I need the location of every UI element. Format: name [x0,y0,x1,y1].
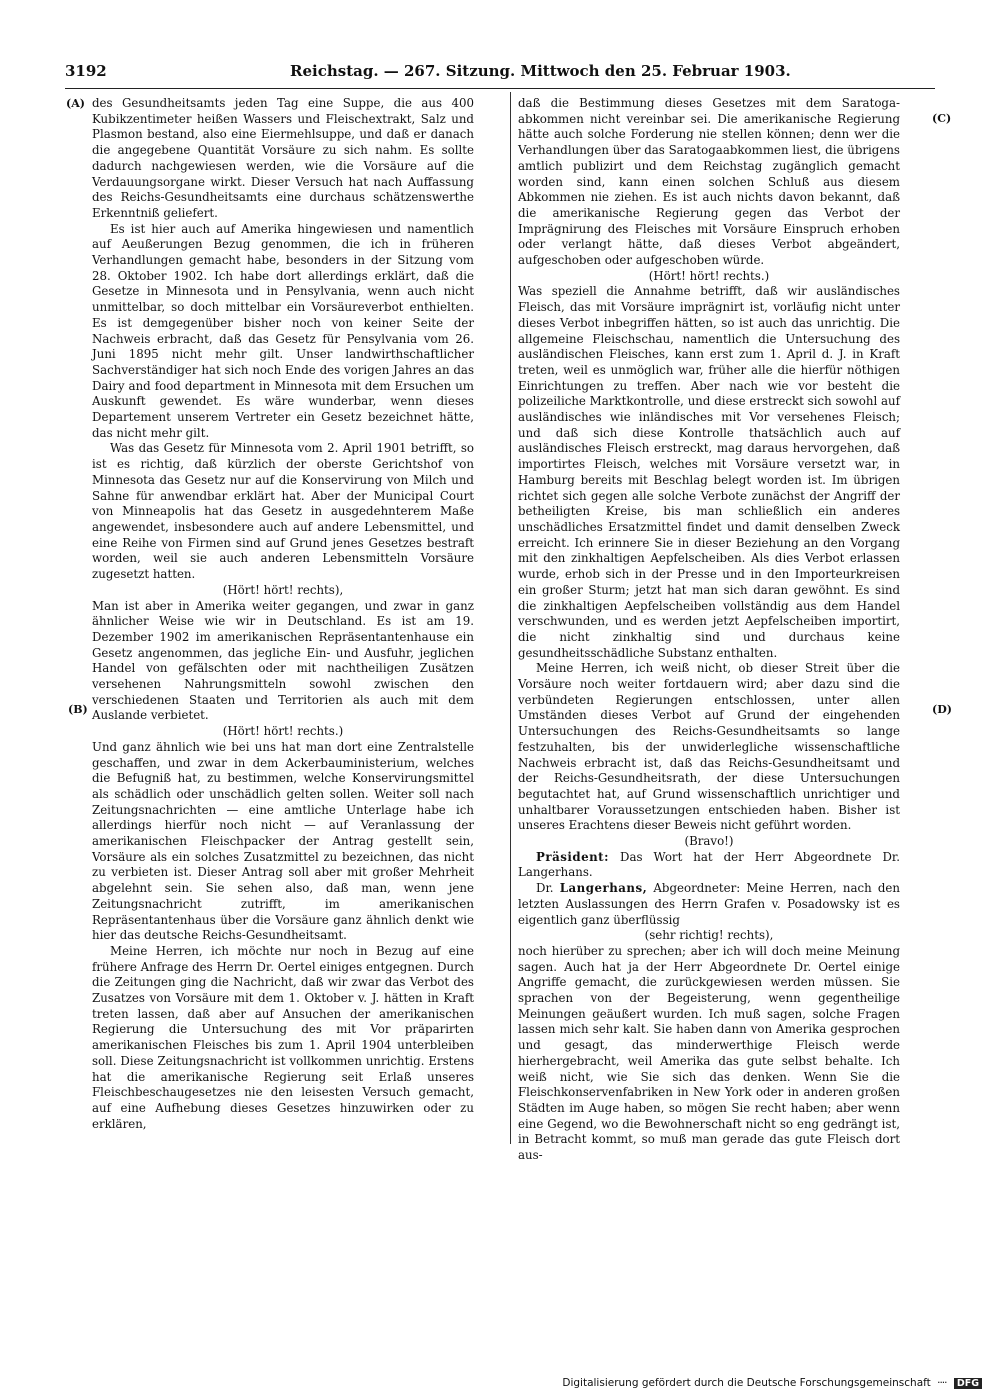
page-number: 3192 [65,62,107,80]
interjection: (Hört! hört! rechts.) [648,268,770,283]
speaker-text: Abgeordneter: Meine Herren, nach den letzten Auslassungen des Herrn Grafen v. Posadowsky ist es eigentlich ganz überflüssig [518,881,900,927]
speaker-name: Langerhans, [559,881,648,896]
interjection: (Bravo!) [684,834,734,849]
paragraph: Was speziell die Annahme betrifft, daß wir ausländisches Fleisch, das mit Vorsäure imprägnirt ist, vorläufig nicht unter dieses Verbot inbegriffen hätten, so ist auch das unrichtig. Die allgemeine Fleischschau, namentlich die Untersuchung des ausländischen Fleisches, kann erst zum 1. April d. J. in Kraft treten, weil es unmöglich war, früher alle die hierfür nöthigen Einrichtungen zu treffen. Aber nach wie vor besteht die polizeiliche Marktkontrolle, und diese erstreckt sich sowohl auf ausländisches wie inländisches mit Vor versehenes Fleisch; und daß sich diese Kontrolle thatsächlich auch auf ausländisches Fleisch erstreckt, mag daraus hervorgehen, daß importirtes Fleisch, welches mit Vorsäure versetzt war, in Hamburg bereits mit Beschlag belegt worden ist. Im übrigen richtet sich gegen alle solche Verbote zunächst der Angriff der betheiligten Kreise, bis man schließlich ein anderes unschädliches Ersatzmittel findet und damit denselben Zweck erreicht. Ich erinnere Sie in dieser Beziehung an den Vorgang mit den zinkhaltigen Aepfelscheiben. Als dies Verbot erlassen wurde, erhob sich in der Presse und in den Importeurkreisen ein großer Sturm; jetzt hat man sich daran gewöhnt. Es sind die zinkhaltigen Aepfelscheiben vollständig aus dem Handel verschwunden, und es werden jetzt Aepfelscheiben importirt, die nicht zinkhaltig sind und durchaus keine gesundheitsschädliche Substanz enthalten. [518,284,900,660]
paragraph: noch hierüber zu sprechen; aber ich will doch meine Meinung sagen. Auch hat ja der Herr Abgeordnete Dr. Oertel einige Angriffe gemacht, die zurückgewiesen werden müssen. Sie sprachen von der Begeisterung, wenn gegentheilige Meinungen geäußert wurden. Ich muß sagen, solche Fragen lassen mich sehr kalt. Sie haben dann von Amerika gesprochen und gesagt, das minderwerthige Fleisch werde hierhergebracht, weil Amerika das gute selbst behalte. Ich weiß nicht, wie Sie sich das denken. Wenn Sie die Fleischkonservenfabriken in New York oder in anderen großen Städten im Auge haben, so mögen Sie recht haben; aber wenn eine Gegend, wo die Bewohnerschaft nicht so eng gedrängt ist, in Betracht kommt, so muß man gerade das gute Fleisch dort aus- [518,943,900,1163]
interjection: (Hört! hört! rechts), [222,582,344,597]
page-header [65,62,935,84]
column-separator [510,92,511,1144]
left-column [92,96,474,1146]
interjection: (Hört! hört! rechts.) [222,724,344,739]
speaker-prefix: Dr. [536,881,554,896]
paragraph: daß die Bestimmung dieses Gesetzes mit dem Saratoga-abkommen nicht vereinbar sei. Die amerikanische Regierung hätte auch solche Forderung nie stellen können; denn wer die Verhandlungen über das Saratogaabkommen liest, die übrigens amtlich publizirt und dem Reichstag zugänglich gemacht worden sind, kann einen solchen Schluß aus diesem Abkommen nie ziehen. Es ist auch nichts davon bekannt, daß die amerikanische Regierung gegen das Verbot der Imprägnirung des Fleisches mit Vorsäure Einspruch erhoben oder verlangt hätte, daß dieses Verbot abgeändert, aufgeschoben oder aufgeschoben würde. [518,96,900,268]
interjection: (sehr richtig! rechts), [644,928,774,943]
header-rule [65,88,935,89]
paragraph: Man ist aber in Amerika weiter gegangen, und zwar in ganz ähnlicher Weise wie wir in Deutschland. Es ist am 19. Dezember 1902 im amerikanischen Repräsentantenhause ein Gesetz angenommen, das jegliche Ein- und Ausfuhr, jeglichen Handel von gefälschten oder mit nachtheiligen Zusätzen versehenen Nahrungsmitteln sowohl zwischen den verschiedenen Staaten und Territorien als auch mit dem Auslande verbietet. [92,598,474,723]
footer-credit [562,1377,982,1393]
margin-mark-d: (D) [932,703,952,716]
footer-text: Digitalisierung gefördert durch die Deutsche Forschungsgemeinschaft [562,1377,931,1389]
margin-mark-a: (A) [66,97,85,110]
paragraph: Meine Herren, ich möchte nur noch in Bezug auf eine frühere Anfrage des Herrn Dr. Oertel einiges entgegnen. Durch die Zeitungen ging die Nachricht, daß wir zwar das Verbot des Zusatzes von Vorsäure mit dem 1. Oktober v. J. hätten in Kraft treten lassen, daß aber auf Ansuchen der amerikanischen Regierung die Untersuchung des mit Vor präparirten amerikanischen Fleisches bis zum 1. April 1904 unterbleiben soll. Diese Zeitungsnachricht ist vollkommen unrichtig. Erstens hat die amerikanische Regierung seit Erlaß unseres Fleischbeschaugesetzes nie den leisesten Versuch gemacht, auf eine Aufhebung dieses Gesetzes hinzuwirken oder zu erklären, [92,943,474,1131]
running-title: Reichstag. — 267. Sitzung. Mittwoch den 25. Februar 1903. [290,62,791,80]
speaker-statement [518,881,900,928]
margin-mark-c: (C) [932,112,952,125]
footer-dots: ···· [937,1377,947,1389]
paragraph: des Gesundheitsamts jeden Tag eine Suppe, die aus 400 Kubikzentimeter heißen Wassers und Fleischextrakt, Salz und Plasmon bestand, also eine Eiermehlsuppe, und daß er danach die angegebene Quantität Vorsäure zu sich nahm. Es sollte dadurch nachgewiesen werden, wie die Vorsäure auf die Verdauungsorgane wirkt. Dieser Versuch hat nach Auffassung des Reichs-Gesundheitsamts eine durchaus schätzenswerthe Erkenntniß geliefert. [92,96,474,220]
paragraph: Was das Gesetz für Minnesota vom 2. April 1901 betrifft, so ist es richtig, daß kürzlich der oberste Gerichtshof von Minnesota das Gesetz nur auf die Konservirung von Milch und Sahne für anwendbar erklärt hat. Aber der Municipal Court von Minneapolis hat das Gesetz in ausgedehnterem Maße angewendet, insbesondere auch auf andere Lebensmittel, und eine Reihe von Firmen sind auf Grund jenes Gesetzes bestraft worden, weil sie auch anderen Lebensmitteln Vorsäure zugesetzt hatten. [92,441,474,582]
president-statement [518,850,900,881]
paragraph: Meine Herren, ich weiß nicht, ob dieser Streit über die Vorsäure noch weiter fortdauern wird; aber dazu sind die verbündeten Regierungen entschlossen, unter allen Umständen dieses Verbot auf Grund der eingehenden Untersuchungen des Reichs-Gesundheitsamts so lange festzuhalten, bis der unwiderlegliche wissenschaftliche Nachweis erbracht ist, daß das Reichs-Gesundheitsamt und der Reichs-Gesundheitsrath, der diese Untersuchungen begutachtet hat, auf Grund wissenschaftlich unrichtiger und unhaltbarer Voraussetzungen entschieden haben. Bisher ist unseres Erachtens dieser Beweis nicht geführt worden. [518,661,900,833]
president-label: Präsident: [536,849,609,864]
paragraph: Und ganz ähnlich wie bei uns hat man dort eine Zentralstelle geschaffen, und zwar in dem Ackerbauministerium, welches die Befugniß hat, zu bestimmen, welche Konservirungsmittel als schädlich oder unschädlich gelten sollen. Weiter soll nach Zeitungsnachrichten — eine amtliche Unterlage habe ich allerdings hierfür noch nicht — auf Veranlassung der amerikanischen Fleischpacker der Antrag gestellt sein, Vorsäure als ein solches Zusatzmittel zu bezeichnen, das nicht zu verbieten ist. Dieser Antrag soll aber mit großer Mehrheit abgelehnt sein. Sie sehen also, daß man, wenn jene Zeitungsnachricht zutrifft, im amerikanischen Repräsentantenhaus über die Vorsäure ganz ähnlich denkt wie hier das deutsche Reichs-Gesundheitsamt. [92,739,474,943]
president-text: Das Wort hat der Herr Abgeordnete Dr. Langerhans. [518,849,901,880]
paragraph: Es ist hier auch auf Amerika hingewiesen und namentlich auf Aeußerungen Bezug genommen, die ich in früheren Verhandlungen gemacht habe, besonders in der Sitzung vom 28. Oktober 1902. Ich habe dort allerdings erklärt, daß die Gesetze in Minnesota und in Pensylvania, wenn auch nicht unmittelbar, so doch mittelbar ein Vorsäureverbot enthielten. Es ist demgegenüber bisher noch von keiner Seite der Nachweis erbracht, daß das Gesetz für Pensylvania vom 26. Juni 1895 nicht mehr gilt. Unser landwirthschaftlicher Sachverständiger hat sich noch Ende des vorigen Jahres an das Dairy and food department in Minnesota mit dem Ersuchen um Auskunft gewendet. Es wäre wunderbar, wenn dieses Departement unserem Vertreter ein Gesetz bezeichnet hätte, das nicht mehr gilt. [92,221,474,440]
right-column [518,96,901,1163]
dfg-logo: DFG [954,1378,982,1389]
margin-mark-b: (B) [68,703,88,716]
